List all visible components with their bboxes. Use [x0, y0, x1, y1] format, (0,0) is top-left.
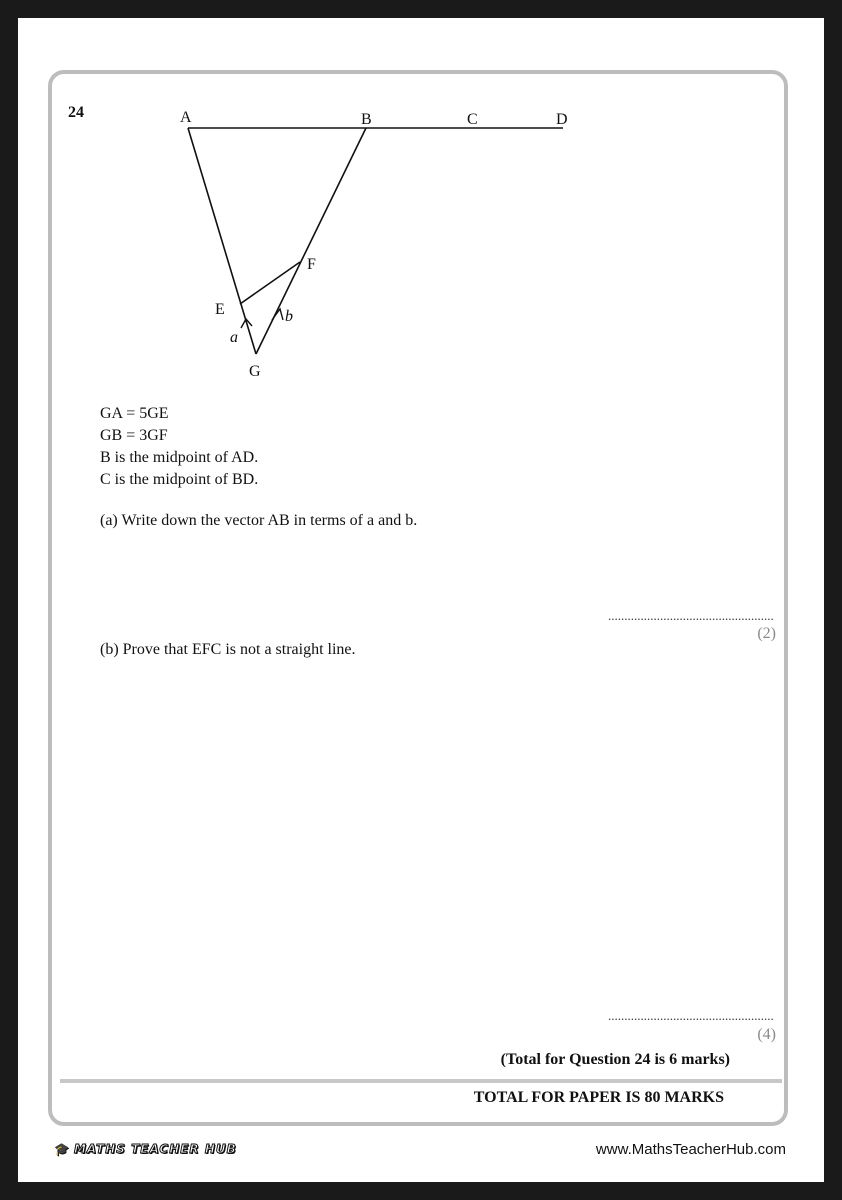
label-vector-a: a: [230, 329, 238, 346]
given-line: B is the midpoint of AD.: [100, 449, 259, 466]
question-number: 24: [68, 104, 84, 121]
exam-page: [18, 18, 824, 1182]
total-for-paper: TOTAL FOR PAPER IS 80 MARKS: [473, 1089, 724, 1106]
part-b-text: (b) Prove that EFC is not a straight line.: [100, 641, 356, 658]
given-line: C is the midpoint of BD.: [100, 471, 259, 488]
footer-url[interactable]: www.MathsTeacherHub.com: [595, 1141, 786, 1158]
label-vector-b: b: [285, 308, 293, 325]
part-b-marks: (4): [757, 1026, 776, 1043]
label-d-point: D: [556, 111, 568, 128]
vector-diagram: [18, 18, 824, 418]
given-statements: [100, 403, 258, 491]
part-b-answer-line[interactable]: ...................................................: [608, 1008, 774, 1023]
given-line: GB = 3GF: [100, 427, 168, 444]
label-g-point: G: [249, 363, 261, 380]
label-c-point: C: [467, 111, 478, 128]
graduation-cap-icon: 🎓: [54, 1142, 70, 1156]
part-a-marks: (2): [757, 625, 776, 642]
part-a-text: (a) Write down the vector AB in terms of a and b.: [100, 512, 418, 529]
brand-name: MATHS TEACHER HUB: [73, 1142, 237, 1156]
part-a-answer-line[interactable]: ...................................................: [608, 608, 774, 623]
label-e-point: E: [215, 301, 225, 318]
divider: [60, 1079, 782, 1083]
footer-brand: [54, 1142, 237, 1156]
label-f-point: F: [307, 256, 316, 273]
label-a-point: A: [180, 109, 192, 126]
given-line: GA = 5GE: [100, 405, 169, 422]
total-for-question: (Total for Question 24 is 6 marks): [500, 1051, 730, 1068]
label-b-point: B: [361, 111, 372, 128]
